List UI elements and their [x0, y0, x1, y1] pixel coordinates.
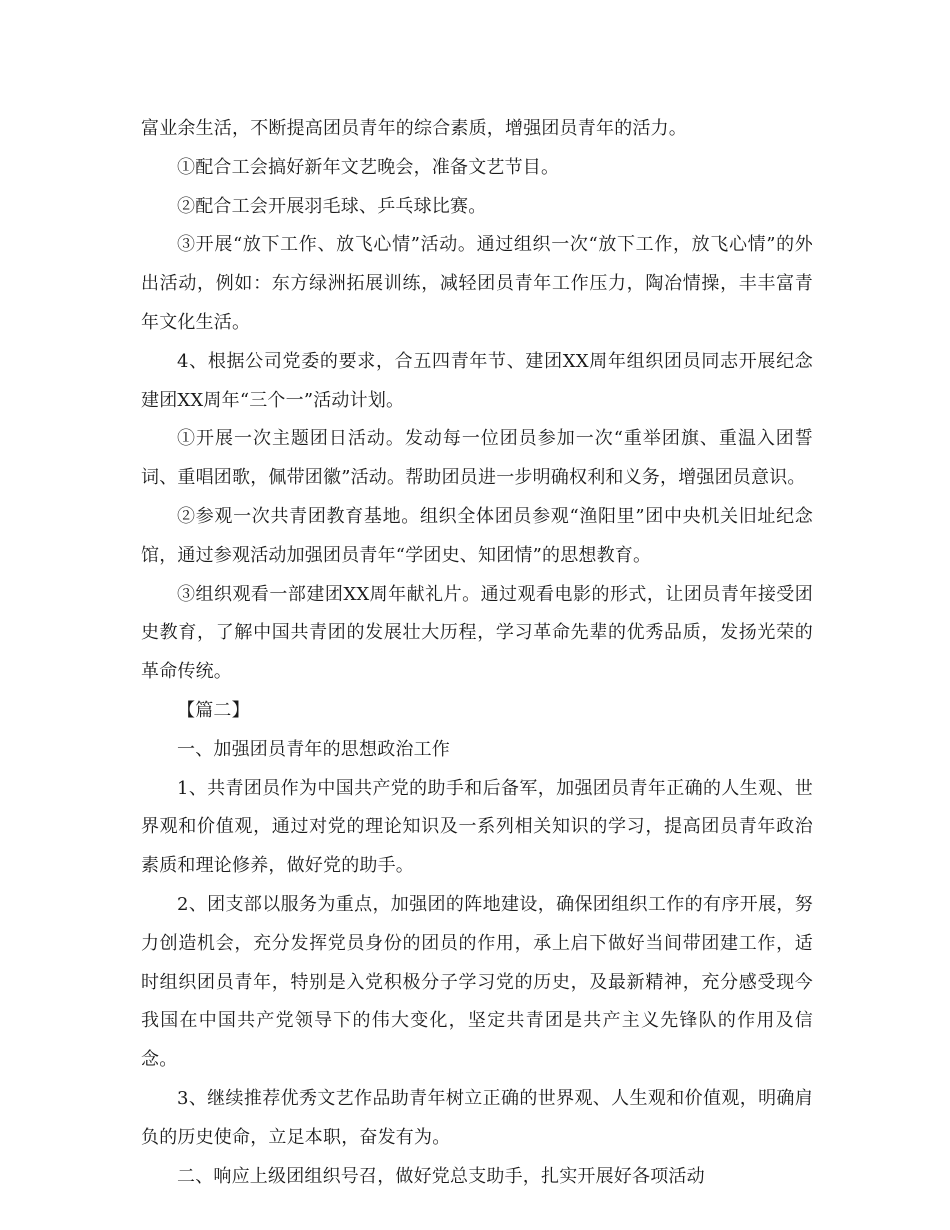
paragraph-item-theme-day: ①开展一次主题团日活动。发动每一位团员参加一次“重举团旗、重温入团誓词、重唱团歌，佩带团徽”活动。帮助团员进一步明确权利和义务，增强团员意识。 [141, 428, 813, 489]
paragraph-section-4: 4、根据公司党委的要求，合五四青年节、建团XX周年组织团员同志开展纪念建团XX周年“三个一”活动计划。 [141, 350, 813, 411]
paragraph-item-visit-base: ②参观一次共青团教育基地。组织全体团员参观“渔阳里”团中央机关旧址纪念馆，通过参观活动加强团员青年“学团史、知团情”的思想教育。 [141, 505, 813, 566]
paragraph-continuation: 富业余生活，不断提高团员青年的综合素质，增强团员青年的活力。 [141, 118, 687, 139]
paragraph-point-2: 2、团支部以服务为重点，加强团的阵地建设，确保团组织工作的有序开展，努力创造机会，充分发挥党员身份的团员的作用，承上启下做好当间带团建工作，适时组织团员青年，特别是入党积极分子学习党的历史，及最新精神，充分感受现今我国在中国共产党领导下的伟大变化，坚定共青团是共产主义先锋队的作用及信念。 [141, 893, 813, 1071]
document-body [141, 110, 813, 1196]
paragraph-item-film: ③组织观看一部建团XX周年献礼片。通过观看电影的形式，让团员青年接受团史教育，了解中国共青团的发展壮大历程，学习革命先辈的优秀品质，发扬光荣的革命传统。 [141, 583, 813, 683]
paragraph-point-1: 1、共青团员作为中国共产党的助手和后备军，加强团员青年正确的人生观、世界观和价值观，通过对党的理论知识及一系列相关知识的学习，提高团员青年政治素质和理论修养，做好党的助手。 [141, 777, 813, 877]
paragraph-item-outing: ③开展“放下工作、放飞心情”活动。通过组织一次“放下工作，放飞心情”的外出活动，例如：东方绿洲拓展训练，减轻团员青年工作压力，陶冶情操，丰丰富青年文化生活。 [141, 234, 813, 333]
section-heading-part-two: 【篇二】 [177, 699, 250, 721]
heading-respond-call: 二、响应上级团组织号召，做好党总支助手，扎实开展好各项活动 [177, 1165, 705, 1187]
heading-ideological-work: 一、加强团员青年的思想政治工作 [177, 738, 450, 760]
paragraph-item-new-year-gala: ①配合工会搞好新年文艺晚会，准备文艺节目。 [177, 156, 560, 178]
paragraph-item-ball-games: ②配合工会开展羽毛球、乒乓球比赛。 [177, 195, 487, 217]
paragraph-point-3: 3、继续推荐优秀文艺作品助青年树立正确的世界观、人生观和价值观，明确肩负的历史使命，立足本职，奋发有为。 [141, 1087, 813, 1148]
